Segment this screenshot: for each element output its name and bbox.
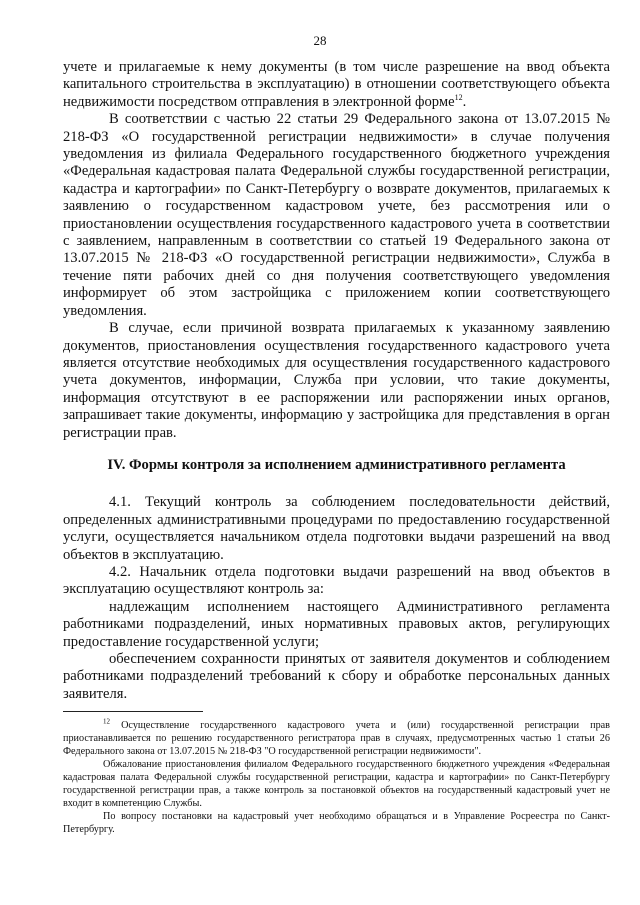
paragraph-control-item-2: обеспечением сохранности принятых от заявителя документов и соблюдением работниками подразделений требований к сбору и обработке персональных данных заявителя. <box>63 651 610 702</box>
section-heading: IV. Формы контроля за исполнением административного регламента <box>107 456 566 473</box>
paragraph-control-item-1: надлежащим исполнением настоящего Административного регламента работниками подразделений, иных нормативных правовых актов, регулирующих предоставление государственной услуги; <box>63 598 610 650</box>
page-number: 28 <box>313 33 327 48</box>
footnote-text: Осуществление государственного кадастрового учета и (или) государственной регистрации прав приостанавливается по решению государственного регистратора прав в случаях, предусмотренных частью 1 статьи 26 Федерального закона от 13.07.2015 № 218-ФЗ "О государственной регистрации недвижимости". <box>63 720 610 757</box>
paragraph-return-reason: В случае, если причиной возврата прилагаемых к указанному заявлению документов, приостановления осуществления государственного кадастрового учета является отсутствие необходимых для осуществления государственного кадастрового учета документов, информации, Служба при условии, что такие документы, информация отсутствуют в ее распоряжении или распоряжении иных органов, запрашивает такие документы, информацию у застройщика для представления в орган регистрации прав. <box>63 320 610 441</box>
main-text <box>63 59 610 703</box>
footnote-reference[interactable]: 12 <box>454 92 463 102</box>
footnote-divider <box>63 711 203 712</box>
footnote-mark: 12 <box>103 717 110 726</box>
footnotes <box>63 719 610 836</box>
paragraph-continuation <box>63 59 610 111</box>
footnote-rosreestr: По вопросу постановки на кадастровый учет необходимо обращаться и в Управление Росреестра по Санкт-Петербургу. <box>63 811 610 835</box>
paragraph-4-2: 4.2. Начальник отдела подготовки выдачи разрешений на ввод объектов в эксплуатацию осуществляют контроль за: <box>63 563 610 598</box>
footnote-12 <box>63 719 610 758</box>
paragraph-4-1: 4.1. Текущий контроль за соблюдением последовательности действий, определенных административными процедурами по предоставлению государственной услуги, осуществляется начальником отдела подготовки выдачи разрешений на ввод объектов в эксплуатацию. <box>63 494 610 563</box>
paragraph-text: учете и прилагаемые к нему документы (в том числе разрешение на ввод объекта капитального строительства в эксплуатацию) в отношении соответствующего объекта недвижимости посредством отправления в электронной форме <box>63 59 610 110</box>
paragraph-end: . <box>462 93 467 110</box>
footnote-appeal: Обжалование приостановления филиалом Федерального государственного бюджетного учреждения «Федеральная кадастровая палата Федеральной службы государственной регистрации, кадастра и картографии» по Санкт-Петербургу государственной регистрации прав, а также контроль за постановкой объектов на государственный кадастровый учет не входит в компетенцию Службы. <box>63 759 610 809</box>
paragraph-return-documents: В соответствии с частью 22 статьи 29 Федерального закона от 13.07.2015 № 218-ФЗ «О государственной регистрации недвижимости» в случае получения уведомления из филиала Федерального государственного бюджетного учреждения «Федеральная кадастровая палата Федеральной службы государственной регистрации, кадастра и картографии» по Санкт-Петербургу о возврате документов, прилагаемых к заявлению о государственном кадастровом учете, без рассмотрения или о приостановлении осуществления государственного кадастрового учета в соответствии с заявлением, направленным в соответствии со статьей 19 Федерального закона от 13.07.2015 № 218-ФЗ «О государственной регистрации недвижимости», Служба в течение пяти рабочих дней со дня получения соответствующего уведомления информирует об этом застройщика с приложением копии соответствующего уведомления. <box>63 111 610 319</box>
